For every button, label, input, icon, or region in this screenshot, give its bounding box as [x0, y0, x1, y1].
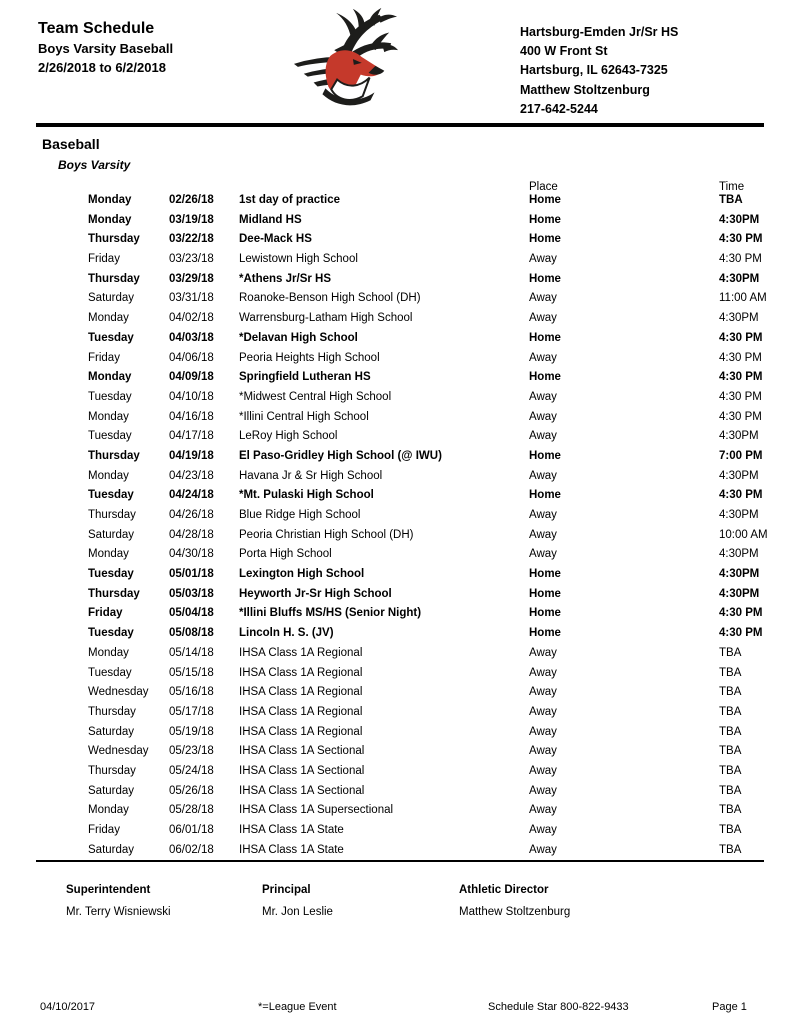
- cell-day: Monday: [88, 469, 129, 482]
- cell-day: Monday: [88, 804, 129, 817]
- cell-day: Friday: [88, 253, 120, 266]
- cell-date: 05/17/18: [169, 705, 214, 718]
- cell-time: 4:30 PM: [719, 489, 763, 502]
- table-row: [88, 685, 778, 705]
- table-bottom-divider: [36, 860, 764, 862]
- cell-event: Heyworth Jr-Sr High School: [239, 587, 392, 600]
- table-row: [88, 784, 778, 804]
- cell-time: TBA: [719, 705, 742, 718]
- cell-place: Away: [529, 351, 557, 364]
- date-range: 2/26/2018 to 6/2/2018: [38, 60, 166, 75]
- cell-place: Away: [529, 469, 557, 482]
- cell-day: Tuesday: [88, 666, 132, 679]
- cell-place: Away: [529, 312, 557, 325]
- table-row: [88, 567, 778, 587]
- cell-day: Monday: [88, 646, 129, 659]
- official-title: Superintendent: [66, 884, 151, 896]
- official-athletic-director: [459, 883, 570, 919]
- cell-date: 05/16/18: [169, 686, 214, 699]
- table-row: [88, 744, 778, 764]
- cell-time: TBA: [719, 646, 742, 659]
- cell-place: Away: [529, 509, 557, 521]
- cell-day: Friday: [88, 351, 120, 364]
- cell-date: 06/01/18: [169, 824, 214, 836]
- table-row: [88, 666, 778, 686]
- cell-event: IHSA Class 1A Regional: [239, 725, 363, 738]
- cell-place: Away: [529, 824, 557, 836]
- table-row: [88, 606, 778, 626]
- table-row: [88, 587, 778, 607]
- cell-event: IHSA Class 1A Regional: [239, 646, 363, 659]
- school-name: Hartsburg-Emden Jr/Sr HS: [520, 25, 679, 39]
- page-title: Team Schedule: [38, 20, 155, 37]
- cell-event: Roanoke-Benson High School (DH): [239, 292, 421, 305]
- table-row: [88, 547, 778, 567]
- cell-time: 4:30PM: [719, 548, 759, 561]
- cell-date: 04/28/18: [169, 528, 214, 541]
- cell-time: 4:30PM: [719, 430, 759, 443]
- cell-date: 04/09/18: [169, 371, 214, 384]
- cell-date: 05/01/18: [169, 568, 214, 581]
- table-row: [88, 488, 778, 508]
- cell-day: Thursday: [88, 449, 140, 462]
- cell-place: Away: [529, 528, 557, 541]
- cell-place: Home: [529, 233, 561, 246]
- cell-event: IHSA Class 1A State: [239, 843, 344, 856]
- cell-place: Away: [529, 548, 557, 561]
- cell-event: IHSA Class 1A Regional: [239, 705, 363, 718]
- cell-date: 04/06/18: [169, 351, 214, 364]
- cell-date: 05/04/18: [169, 607, 214, 620]
- cell-day: Monday: [88, 194, 132, 206]
- table-row: [88, 823, 778, 843]
- cell-date: 05/08/18: [169, 627, 214, 640]
- table-row: [88, 193, 778, 213]
- stag-mascot-icon: [292, 6, 400, 108]
- cell-date: 05/26/18: [169, 784, 214, 797]
- cell-place: Home: [529, 331, 561, 344]
- footer-legend: *=League Event: [258, 1001, 337, 1013]
- cell-date: 05/23/18: [169, 745, 214, 758]
- cell-time: 4:30 PM: [719, 331, 763, 344]
- cell-day: Tuesday: [88, 568, 134, 581]
- cell-date: 04/19/18: [169, 449, 214, 462]
- cell-date: 02/26/18: [169, 194, 214, 206]
- school-street: 400 W Front St: [520, 44, 608, 59]
- cell-time: TBA: [719, 666, 742, 679]
- cell-day: Monday: [88, 410, 129, 423]
- footer-print-date: 04/10/2017: [40, 1001, 96, 1013]
- level-heading: Boys Varsity: [58, 158, 131, 172]
- footer-vendor: Schedule Star 800-822-9433: [488, 1001, 629, 1013]
- cell-day: Friday: [88, 607, 123, 620]
- cell-date: 03/29/18: [169, 272, 214, 285]
- table-row: [88, 291, 778, 311]
- cell-day: Saturday: [88, 725, 135, 738]
- cell-date: 06/02/18: [169, 843, 214, 856]
- cell-event: Springfield Lutheran HS: [239, 371, 371, 384]
- footer-page-number: Page 1: [712, 1001, 747, 1013]
- cell-day: Saturday: [88, 843, 135, 856]
- cell-time: 10:00 AM: [719, 528, 768, 541]
- cell-day: Tuesday: [88, 627, 134, 640]
- cell-event: Warrensburg-Latham High School: [239, 312, 413, 325]
- cell-date: 04/10/18: [169, 390, 214, 403]
- cell-event: 1st day of practice: [239, 194, 340, 206]
- cell-place: Away: [529, 843, 557, 856]
- cell-day: Monday: [88, 312, 129, 325]
- cell-date: 04/26/18: [169, 509, 214, 521]
- cell-day: Wednesday: [88, 745, 149, 758]
- cell-place: Home: [529, 213, 561, 226]
- table-row: [88, 272, 778, 292]
- cell-time: 4:30 PM: [719, 607, 763, 620]
- cell-day: Thursday: [88, 509, 136, 521]
- cell-event: *Midwest Central High School: [239, 390, 392, 403]
- cell-date: 05/15/18: [169, 666, 214, 679]
- cell-place: Away: [529, 745, 557, 758]
- cell-event: *Athens Jr/Sr HS: [239, 272, 332, 285]
- cell-time: 4:30PM: [719, 272, 760, 285]
- table-row: [88, 331, 778, 351]
- cell-time: 4:30PM: [719, 568, 760, 581]
- cell-date: 05/14/18: [169, 646, 214, 659]
- cell-day: Saturday: [88, 528, 135, 541]
- cell-event: LeRoy High School: [239, 430, 338, 443]
- cell-day: Thursday: [88, 764, 136, 777]
- cell-time: 7:00 PM: [719, 449, 763, 462]
- cell-event: Lincoln H. S. (JV): [239, 627, 334, 640]
- table-row: [88, 626, 778, 646]
- cell-day: Thursday: [88, 233, 140, 246]
- cell-time: 4:30 PM: [719, 253, 762, 266]
- cell-place: Home: [529, 587, 561, 600]
- cell-time: 4:30 PM: [719, 233, 763, 246]
- cell-day: Tuesday: [88, 331, 134, 344]
- cell-date: 04/24/18: [169, 489, 214, 502]
- cell-date: 04/30/18: [169, 548, 214, 561]
- cell-event: Havana Jr & Sr High School: [239, 469, 383, 482]
- cell-time: TBA: [719, 686, 742, 699]
- cell-day: Monday: [88, 548, 129, 561]
- official-title: Principal: [262, 884, 311, 896]
- cell-event: IHSA Class 1A Sectional: [239, 784, 365, 797]
- cell-event: Lexington High School: [239, 568, 365, 581]
- cell-place: Away: [529, 390, 557, 403]
- cell-time: 4:30 PM: [719, 371, 763, 384]
- cell-place: Home: [529, 449, 561, 462]
- cell-time: TBA: [719, 194, 743, 206]
- header-divider: [36, 123, 764, 127]
- team-subtitle: Boys Varsity Baseball: [38, 41, 174, 56]
- cell-date: 04/02/18: [169, 312, 214, 325]
- cell-event: *Mt. Pulaski High School: [239, 489, 374, 502]
- cell-day: Friday: [88, 824, 120, 836]
- cell-day: Wednesday: [88, 686, 149, 699]
- cell-event: Blue Ridge High School: [239, 509, 361, 521]
- cell-event: *Delavan High School: [239, 331, 358, 344]
- cell-event: IHSA Class 1A State: [239, 824, 344, 836]
- table-row: [88, 764, 778, 784]
- cell-time: 4:30 PM: [719, 351, 762, 364]
- cell-event: *Illini Bluffs MS/HS (Senior Night): [239, 607, 422, 620]
- cell-event: *Illini Central High School: [239, 410, 369, 423]
- table-row: [88, 469, 778, 489]
- cell-place: Away: [529, 725, 557, 738]
- cell-date: 03/31/18: [169, 292, 214, 305]
- cell-place: Away: [529, 292, 557, 305]
- cell-place: Home: [529, 272, 561, 285]
- cell-time: 4:30 PM: [719, 627, 763, 640]
- table-row: [88, 803, 778, 823]
- cell-event: IHSA Class 1A Supersectional: [239, 804, 394, 817]
- cell-time: 11:00 AM: [719, 292, 767, 305]
- cell-time: 4:30PM: [719, 312, 759, 325]
- official-name: Matthew Stoltzenburg: [459, 906, 571, 918]
- cell-day: Tuesday: [88, 489, 134, 502]
- cell-day: Tuesday: [88, 390, 132, 403]
- cell-date: 04/16/18: [169, 410, 214, 423]
- cell-event: IHSA Class 1A Regional: [239, 686, 363, 699]
- cell-date: 05/24/18: [169, 764, 214, 777]
- school-city: Hartsburg, IL 62643-7325: [520, 63, 668, 78]
- cell-event: IHSA Class 1A Sectional: [239, 745, 365, 758]
- official-name: Mr. Terry Wisniewski: [66, 906, 171, 918]
- cell-place: Home: [529, 627, 561, 640]
- cell-time: TBA: [719, 843, 742, 856]
- cell-place: Away: [529, 705, 557, 718]
- cell-event: IHSA Class 1A Sectional: [239, 764, 365, 777]
- cell-day: Thursday: [88, 587, 140, 600]
- table-row: [88, 370, 778, 390]
- cell-event: El Paso-Gridley High School (@ IWU): [239, 449, 442, 462]
- school-info: [520, 23, 678, 119]
- cell-time: TBA: [719, 824, 742, 836]
- cell-event: Midland HS: [239, 213, 302, 226]
- table-row: [88, 449, 778, 469]
- column-header-place: Place: [529, 181, 558, 193]
- official-title: Athletic Director: [459, 884, 549, 896]
- cell-place: Away: [529, 784, 557, 797]
- cell-event: Peoria Heights High School: [239, 351, 380, 364]
- cell-place: Home: [529, 489, 561, 502]
- cell-date: 03/22/18: [169, 233, 214, 246]
- cell-time: TBA: [719, 764, 742, 777]
- official-principal: [262, 883, 333, 919]
- official-superintendent: [66, 883, 171, 919]
- cell-date: 03/19/18: [169, 213, 214, 226]
- table-row: [88, 351, 778, 371]
- cell-time: TBA: [719, 745, 742, 758]
- cell-place: Home: [529, 607, 561, 620]
- cell-event: Dee-Mack HS: [239, 233, 312, 246]
- cell-place: Away: [529, 686, 557, 699]
- column-header-time: Time: [719, 181, 745, 193]
- cell-day: Thursday: [88, 705, 136, 718]
- cell-time: TBA: [719, 784, 742, 797]
- cell-day: Saturday: [88, 292, 135, 305]
- cell-date: 04/03/18: [169, 331, 214, 344]
- table-row: [88, 429, 778, 449]
- cell-day: Saturday: [88, 784, 135, 797]
- cell-time: 4:30PM: [719, 213, 760, 226]
- cell-time: 4:30 PM: [719, 390, 762, 403]
- table-row: [88, 646, 778, 666]
- cell-day: Monday: [88, 371, 132, 384]
- schedule-table: [88, 193, 778, 862]
- table-row: [88, 705, 778, 725]
- cell-day: Monday: [88, 213, 132, 226]
- cell-event: IHSA Class 1A Regional: [239, 666, 363, 679]
- table-row: [88, 508, 778, 528]
- table-row: [88, 528, 778, 548]
- cell-time: 4:30PM: [719, 469, 759, 482]
- cell-time: 4:30PM: [719, 587, 760, 600]
- table-row: [88, 252, 778, 272]
- contact-phone: 217-642-5244: [520, 101, 598, 116]
- cell-place: Home: [529, 371, 561, 384]
- cell-day: Tuesday: [88, 430, 132, 443]
- cell-date: 04/23/18: [169, 469, 214, 482]
- table-row: [88, 410, 778, 430]
- cell-place: Away: [529, 253, 557, 266]
- cell-time: 4:30 PM: [719, 410, 762, 423]
- table-row: [88, 725, 778, 745]
- header-left: [38, 19, 173, 78]
- table-row: [88, 390, 778, 410]
- official-name: Mr. Jon Leslie: [262, 906, 333, 918]
- cell-day: Thursday: [88, 272, 140, 285]
- cell-date: 03/23/18: [169, 253, 214, 266]
- cell-time: 4:30PM: [719, 509, 759, 521]
- table-row: [88, 311, 778, 331]
- cell-place: Away: [529, 804, 557, 817]
- cell-place: Away: [529, 764, 557, 777]
- cell-place: Away: [529, 646, 557, 659]
- table-row: [88, 232, 778, 252]
- table-row: [88, 213, 778, 233]
- cell-event: Peoria Christian High School (DH): [239, 528, 414, 541]
- cell-place: Home: [529, 194, 561, 206]
- cell-date: 05/03/18: [169, 587, 214, 600]
- cell-event: Porta High School: [239, 548, 332, 561]
- cell-place: Away: [529, 430, 557, 443]
- cell-place: Away: [529, 410, 557, 423]
- cell-date: 04/17/18: [169, 430, 214, 443]
- contact-name: Matthew Stoltzenburg: [520, 82, 650, 97]
- cell-date: 05/28/18: [169, 804, 214, 817]
- cell-date: 05/19/18: [169, 725, 214, 738]
- cell-place: Home: [529, 568, 561, 581]
- cell-event: Lewistown High School: [239, 253, 358, 266]
- page-footer: [0, 1001, 800, 1015]
- sport-heading: Baseball: [42, 136, 100, 152]
- cell-place: Away: [529, 666, 557, 679]
- cell-time: TBA: [719, 804, 742, 817]
- cell-time: TBA: [719, 725, 742, 738]
